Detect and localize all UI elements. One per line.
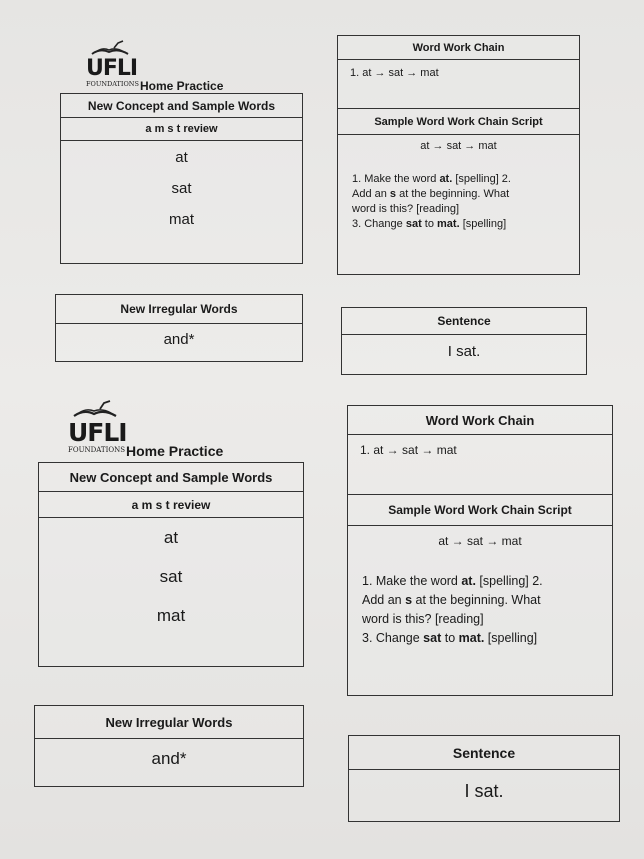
irregular-header: New Irregular Words (35, 706, 303, 739)
script-text-part: at the beginning. What (396, 188, 510, 200)
script-bold-word: sat (405, 218, 422, 230)
home-practice-title: Home Practice (126, 443, 224, 459)
script-line-3: word is this? [reading] (352, 203, 459, 215)
sample-word: at (175, 149, 188, 166)
review-header: a m s t review (39, 492, 303, 518)
word-work-box (347, 405, 613, 696)
script-line-4 (362, 629, 602, 648)
sentence-header: Sentence (342, 308, 586, 335)
script-text-part: Add an (362, 593, 406, 607)
script-bold-word: s (405, 593, 413, 607)
script-bold-word: sat (423, 631, 442, 645)
sentence-box (348, 735, 620, 822)
chain-text: 1. at → sat → mat (350, 67, 439, 79)
irregular-header: New Irregular Words (56, 295, 302, 324)
sample-word: sat (171, 180, 192, 197)
chain-header: Word Work Chain (348, 406, 612, 435)
logo-brand: UFLI (68, 418, 127, 447)
logo-sub: FOUNDATIONS (68, 446, 125, 454)
script-chain: at → sat → mat (438, 534, 522, 548)
concept-box (38, 462, 304, 667)
irregular-words: and* (163, 331, 195, 348)
sample-word: mat (168, 211, 194, 228)
review-header: a m s t review (61, 118, 302, 141)
sample-word: mat (156, 606, 186, 625)
sample-word: at (163, 528, 179, 547)
script-text-part: 1. Make the word (362, 574, 462, 588)
script-text-part: [spelling] 2. (452, 173, 511, 185)
irregular-words: and* (151, 749, 187, 768)
sentence-text: I sat. (447, 343, 481, 360)
script-text-part: at the beginning. What (412, 593, 541, 607)
irregular-words-box (34, 705, 304, 787)
chain-text: 1. at → sat → mat (360, 443, 457, 457)
script-text-part: Add an (352, 188, 390, 200)
script-text-part: [spelling] (459, 218, 507, 230)
logo-brand: UFLI (86, 56, 138, 81)
script-line-2 (362, 591, 602, 610)
script-text-part: [spelling] (484, 631, 538, 645)
script-text-part: 1. Make the word (352, 173, 440, 185)
script-text (362, 572, 602, 648)
script-header: Sample Word Work Chain Script (348, 494, 612, 526)
script-chain: at → sat → mat (420, 140, 497, 152)
logo-sub: FOUNDATIONS (86, 80, 139, 88)
script-bold-word: at. (461, 574, 476, 588)
script-line-1 (362, 572, 602, 591)
home-practice-title: Home Practice (140, 79, 224, 93)
script-line-3: word is this? [reading] (362, 612, 484, 626)
script-text-part: to (441, 631, 459, 645)
script-text-part: to (421, 218, 438, 230)
script-bold-word: at. (439, 173, 453, 185)
script-bold-word: mat. (437, 218, 460, 230)
chain-header: Word Work Chain (338, 36, 579, 60)
concept-header: New Concept and Sample Words (61, 94, 302, 118)
concept-header: New Concept and Sample Words (39, 463, 303, 492)
script-bold-word: s (389, 188, 397, 200)
script-header: Sample Word Work Chain Script (338, 108, 579, 135)
script-text-part: [spelling] 2. (475, 574, 543, 588)
sentence-text: I sat. (464, 781, 504, 801)
sentence-header: Sentence (349, 736, 619, 770)
sample-word: sat (159, 567, 183, 586)
script-text-part: 3. Change (362, 631, 424, 645)
script-text-part: 3. Change (352, 218, 406, 230)
script-bold-word: mat. (458, 631, 485, 645)
